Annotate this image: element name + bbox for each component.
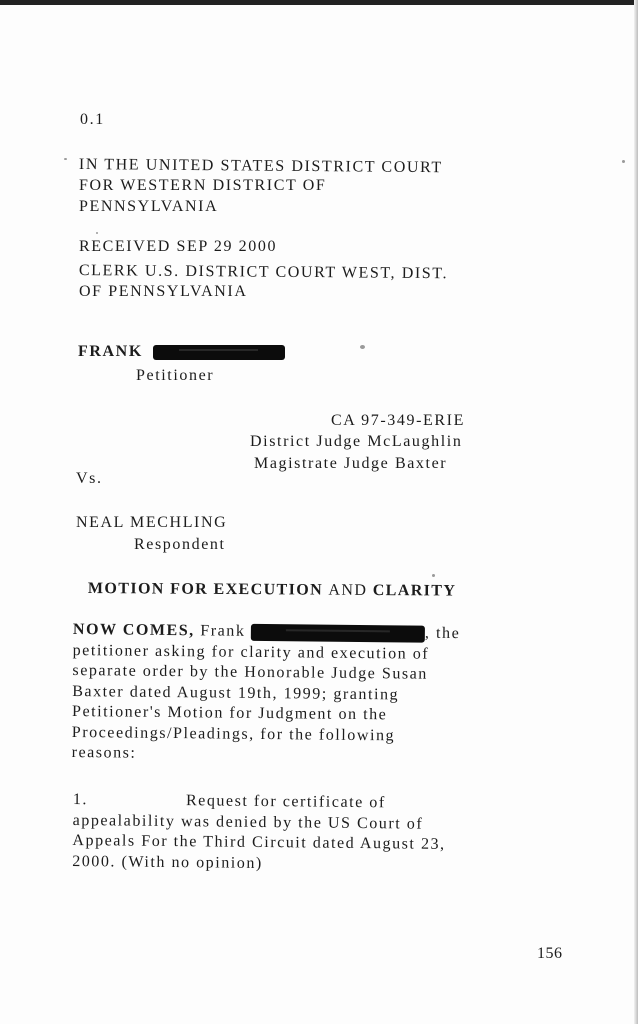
- motion-title: [88, 580, 457, 601]
- court-line-1: IN THE UNITED STATES DISTRICT COURT: [78, 156, 443, 177]
- scan-speck: [360, 345, 365, 349]
- document-number: 0.1: [80, 111, 105, 128]
- motion-title-part-2: AND: [328, 581, 368, 599]
- motion-title-part-1: MOTION FOR EXECUTION: [87, 580, 324, 599]
- body-line: petitioner asking for clarity and execution of: [72, 641, 430, 663]
- scan-speck: [622, 160, 625, 163]
- reason-point-1: [72, 790, 573, 877]
- point-line: 2000. (With no opinion): [72, 852, 263, 872]
- point-number: 1.: [72, 790, 89, 809]
- scan-right-edge: [634, 0, 638, 1024]
- body-line: Baxter dated August 19th, 1999; granting: [72, 682, 400, 703]
- intro-bold: NOW COMES,: [72, 620, 195, 640]
- received-stamp-line: RECEIVED SEP 29 2000: [79, 238, 278, 255]
- body-line: separate order by the Honorable Judge Susan: [72, 661, 428, 683]
- scan-speck: [432, 574, 435, 577]
- point-first-text: Request for certificate of: [185, 792, 386, 812]
- case-number: CA 97-349-ERIE: [331, 412, 465, 429]
- respondent-name: NEAL MECHLING: [76, 514, 228, 531]
- petitioner-name-line: [78, 343, 285, 361]
- magistrate-judge: Magistrate Judge Baxter: [254, 455, 448, 472]
- point-line: Appeals For the Third Circuit dated August 23,: [72, 831, 446, 853]
- petitioner-name: FRANK: [78, 343, 143, 360]
- body-line: Proceedings/Pleadings, for the following: [71, 723, 396, 744]
- clerk-line-2: OF PENNSYLVANIA: [79, 283, 248, 300]
- respondent-role: Respondent: [134, 536, 226, 553]
- district-judge: District Judge McLaughlin: [250, 433, 463, 450]
- versus-label: Vs.: [76, 470, 103, 487]
- redaction-mark: [153, 345, 285, 360]
- body-line: Petitioner's Motion for Judgment on the: [71, 702, 388, 724]
- court-line-3: PENNSYLVANIA: [79, 198, 219, 215]
- body-line: reasons:: [71, 743, 137, 762]
- point-line: appealability was denied by the US Court of: [72, 811, 424, 833]
- intro-tail: , the: [424, 624, 461, 643]
- petitioner-role: Petitioner: [136, 367, 215, 384]
- page-number: 156: [537, 945, 563, 962]
- court-line-2: FOR WESTERN DISTRICT OF: [79, 177, 327, 194]
- intro-name: Frank: [200, 622, 246, 640]
- scan-speck: [96, 232, 98, 234]
- motion-title-part-3: CLARITY: [372, 581, 457, 600]
- motion-body: [71, 620, 562, 769]
- clerk-line-1: CLERK U.S. DISTRICT COURT WEST, DIST.: [78, 262, 449, 283]
- redaction-mark: [251, 624, 425, 643]
- scan-top-edge: [0, 0, 638, 5]
- scan-speck: [64, 158, 67, 160]
